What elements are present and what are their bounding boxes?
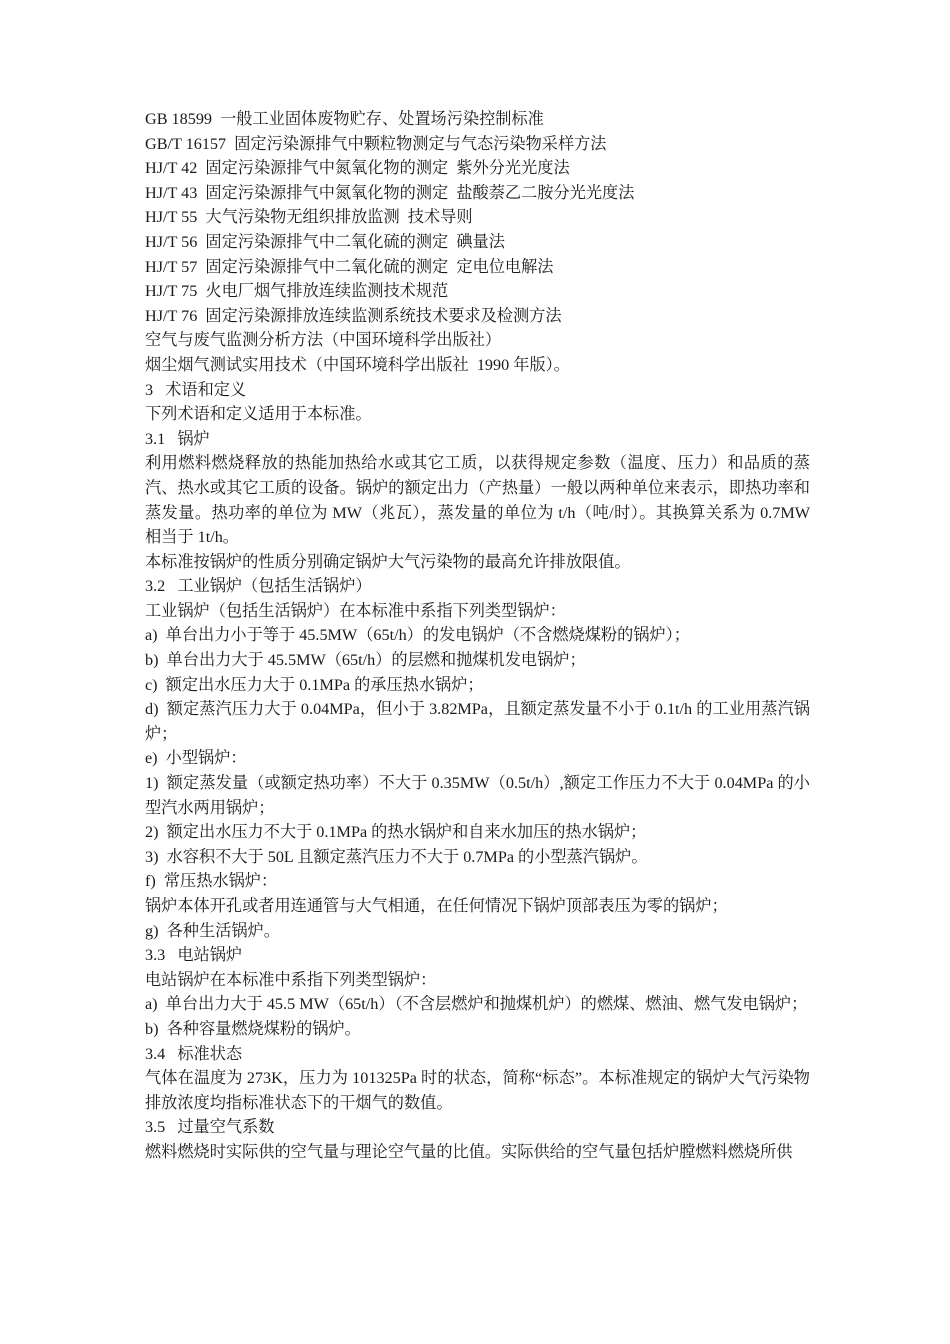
- reference-line-book-flue-dust-testing: 烟尘烟气测试实用技术（中国环境科学出版社 1990 年版）。: [145, 355, 570, 374]
- document-body: [145, 107, 815, 1165]
- list-item-3-2-e: e) 小型锅炉：: [145, 749, 247, 768]
- section-heading-3-3: 3.3 电站锅炉: [145, 946, 243, 965]
- reference-line-hjt56: HJ/T 56 固定污染源排气中二氧化硫的测定 碘量法: [145, 232, 505, 251]
- reference-line-hjt55: HJ/T 55 大气污染物无组织排放监测 技术导则: [145, 208, 473, 227]
- list-item-3-2-a: a) 单台出力小于等于 45.5MW（65t/h）的发电锅炉（不含燃烧煤粉的锅炉）；: [145, 626, 690, 645]
- list-item-3-2-e-3: 3) 水容积不大于 50L 且额定蒸汽压力不大于 0.7MPa 的小型蒸汽锅炉。: [145, 847, 648, 866]
- list-item-3-2-b: b) 单台出力大于 45.5MW（65t/h）的层燃和抛煤机发电锅炉；: [145, 651, 586, 670]
- reference-line-book-air-waste-gas-methods: 空气与废气监测分析方法（中国环境科学出版社）: [145, 331, 502, 350]
- reference-line-hjt57: HJ/T 57 固定污染源排气中二氧化硫的测定 定电位电解法: [145, 257, 554, 276]
- section-heading-3: 3 术语和定义: [145, 380, 247, 399]
- reference-line-gbt16157: GB/T 16157 固定污染源排气中颗粒物测定与气态污染物采样方法: [145, 134, 607, 153]
- list-item-3-2-c: c) 额定出水压力大于 0.1MPa 的承压热水锅炉；: [145, 675, 484, 694]
- section-3-2-intro: 工业锅炉（包括生活锅炉）在本标准中系指下列类型锅炉：: [145, 601, 566, 620]
- section-3-3-intro: 电站锅炉在本标准中系指下列类型锅炉：: [145, 970, 437, 989]
- list-item-3-2-f: f) 常压热水锅炉：: [145, 872, 278, 891]
- section-3-1-definition: 利用燃料燃烧释放的热能加热给水或其它工质，以获得规定参数（温度、压力）和品质的蒸汽、热水或其它工质的设备。锅炉的额定出力（产热量）一般以两种单位来表示，即热功率和蒸发量。热功率的单位为 MW（兆瓦），蒸发量的单位为 t/h（吨/时）。其换算关系为 0.7MW 相当于 1t/h。: [145, 454, 815, 547]
- list-item-3-2-d: d) 额定蒸汽压力大于 0.04MPa，但小于 3.82MPa，且额定蒸发量不小于 0.1t/h 的工业用蒸汽锅炉；: [145, 700, 810, 743]
- list-item-3-3-a: a) 单台出力大于 45.5 MW（65t/h）（不含层燃炉和抛煤机炉）的燃煤、燃油、燃气发电锅炉；: [145, 995, 808, 1014]
- reference-line-hjt43: HJ/T 43 固定污染源排气中氮氧化物的测定 盐酸萘乙二胺分光光度法: [145, 183, 635, 202]
- list-item-3-2-e-2: 2) 额定出水压力不大于 0.1MPa 的热水锅炉和自来水加压的热水锅炉；: [145, 823, 647, 842]
- reference-line-hjt75: HJ/T 75 火电厂烟气排放连续监测技术规范: [145, 282, 449, 301]
- section-heading-3-5: 3.5 过量空气系数: [145, 1118, 275, 1137]
- section-3-2-f-body: 锅炉本体开孔或者用连通管与大气相通，在任何情况下锅炉顶部表压为零的锅炉；: [145, 897, 728, 915]
- list-item-3-2-e-1: 1) 额定蒸发量（或额定热功率）不大于 0.35MW（0.5t/h）,额定工作压力不大于 0.04MPa 的小型汽水两用锅炉；: [145, 774, 810, 817]
- section-3-1-note: 本标准按锅炉的性质分别确定锅炉大气污染物的最高允许排放限值。: [145, 552, 631, 571]
- section-3-5-body: 燃料燃烧时实际供的空气量与理论空气量的比值。实际供给的空气量包括炉膛燃料燃烧所供: [145, 1142, 793, 1161]
- section-heading-3-2: 3.2 工业锅炉（包括生活锅炉）: [145, 577, 372, 596]
- list-item-3-2-g: g) 各种生活锅炉。: [145, 921, 280, 940]
- reference-line-hjt76: HJ/T 76 固定污染源排放连续监测系统技术要求及检测方法: [145, 306, 562, 325]
- list-item-3-3-b: b) 各种容量燃烧煤粉的锅炉。: [145, 1019, 361, 1038]
- reference-line-hjt42: HJ/T 42 固定污染源排气中氮氧化物的测定 紫外分光光度法: [145, 159, 570, 178]
- section-3-intro: 下列术语和定义适用于本标准。: [145, 405, 372, 424]
- section-heading-3-1: 3.1 锅炉: [145, 429, 210, 448]
- section-3-4-body: 气体在温度为 273K，压力为 101325Pa 时的状态，简称“标态”。本标准规定的锅炉大气污染物排放浓度均指标准状态下的干烟气的数值。: [145, 1069, 810, 1112]
- section-heading-3-4: 3.4 标准状态: [145, 1044, 243, 1063]
- reference-line-gb18599: GB 18599 一般工业固体废物贮存、处置场污染控制标准: [145, 110, 544, 128]
